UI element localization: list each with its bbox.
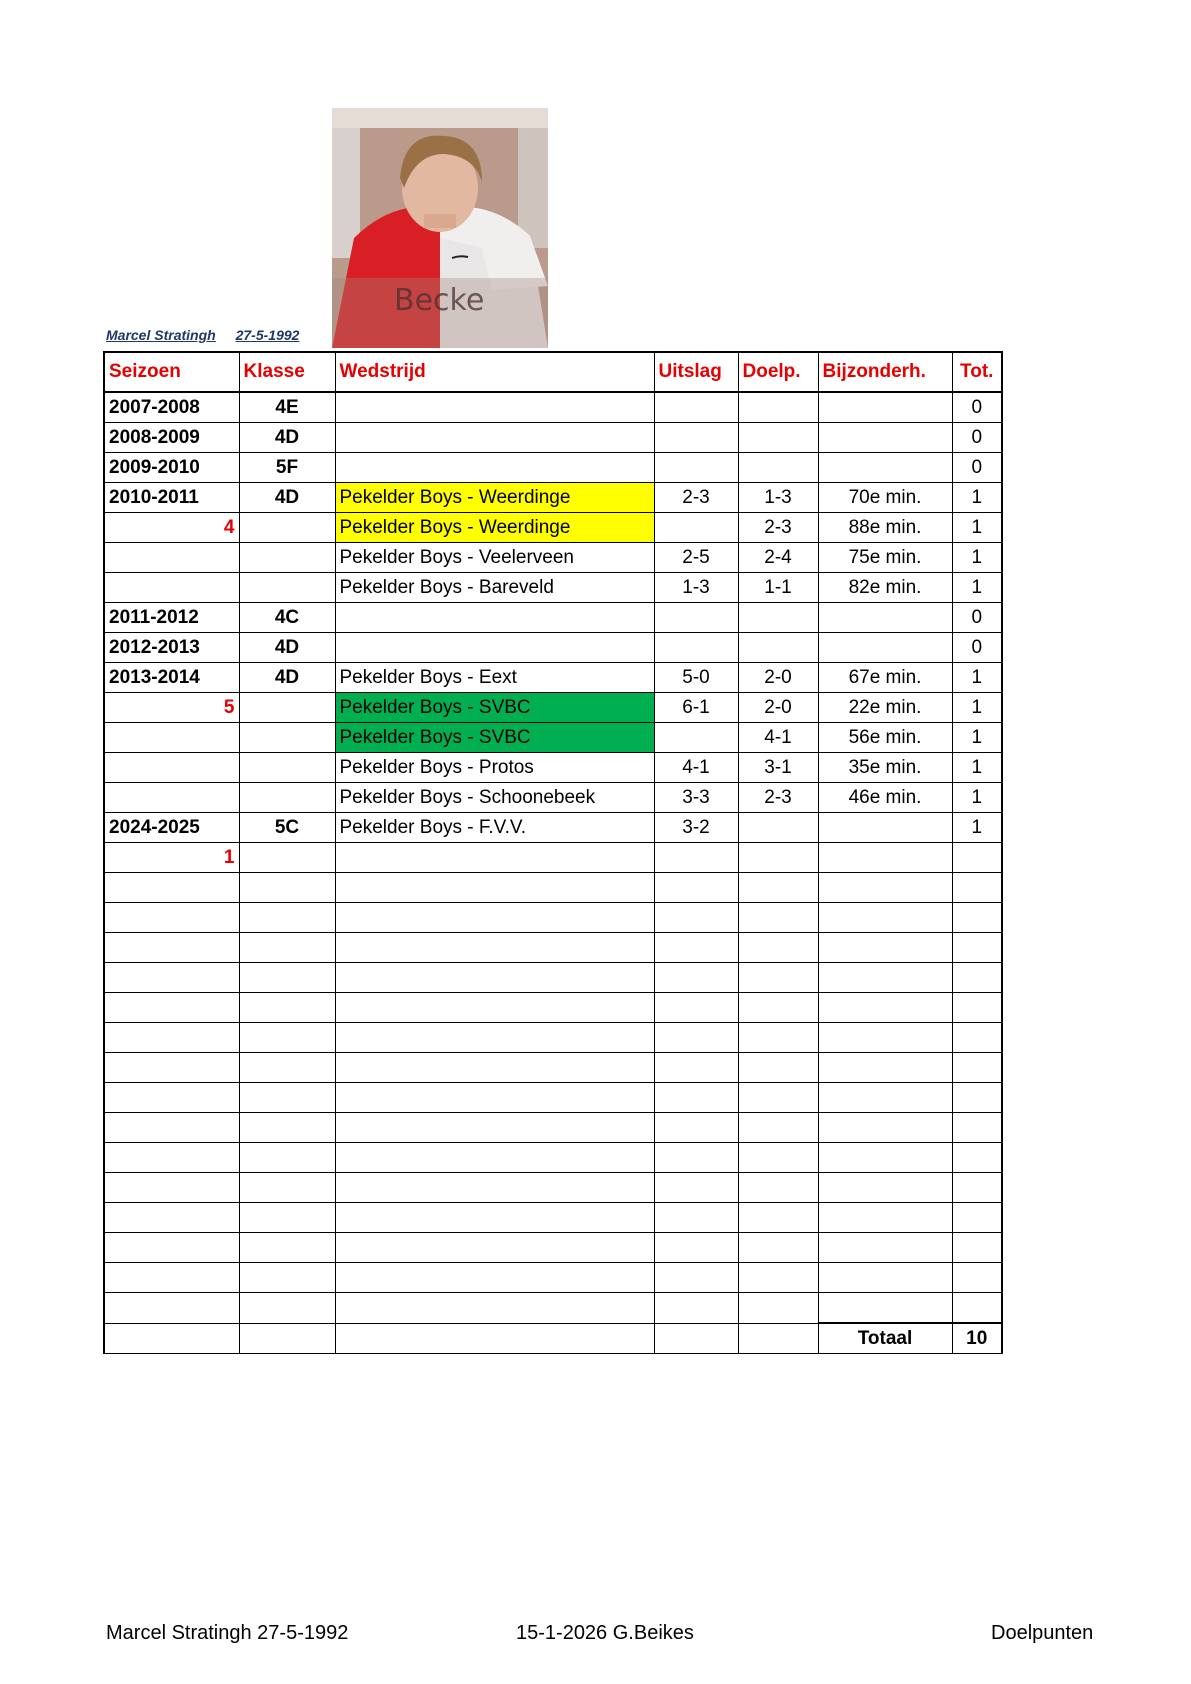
note-cell (818, 903, 952, 933)
note-cell (818, 933, 952, 963)
season-cell (104, 963, 239, 993)
table-row (104, 753, 1002, 783)
klasse-cell (239, 1053, 335, 1083)
goal-score-cell (738, 392, 818, 423)
header-row (104, 352, 1002, 392)
match-cell: Pekelder Boys - Weerdinge (335, 513, 654, 543)
match-cell (335, 1053, 654, 1083)
player-photo-drawing (332, 108, 548, 348)
season-cell (104, 1233, 239, 1263)
note-cell (818, 1263, 952, 1293)
note-cell: 75e min. (818, 543, 952, 573)
match-cell: Pekelder Boys - Veelerveen (335, 543, 654, 573)
season-cell: 2011-2012 (104, 603, 239, 633)
klasse-cell (239, 1173, 335, 1203)
total-label: Totaal (818, 1323, 952, 1354)
goal-score-cell (738, 453, 818, 483)
klasse-cell (239, 1023, 335, 1053)
table-row (104, 933, 1002, 963)
goal-score-cell (738, 933, 818, 963)
table-row (104, 1263, 1002, 1293)
tot-cell (952, 1143, 1002, 1173)
klasse-cell (239, 903, 335, 933)
goal-score-cell (738, 903, 818, 933)
klasse-cell (239, 1263, 335, 1293)
table-row (104, 603, 1002, 633)
goal-score-cell (738, 993, 818, 1023)
season-cell (104, 753, 239, 783)
note-cell (818, 1053, 952, 1083)
result-cell (654, 1143, 738, 1173)
tot-cell (952, 903, 1002, 933)
season-cell: 2013-2014 (104, 663, 239, 693)
goal-score-cell (738, 1293, 818, 1324)
note-cell (818, 423, 952, 453)
table-row (104, 1113, 1002, 1143)
table-row (104, 633, 1002, 663)
tot-cell: 0 (952, 423, 1002, 453)
tot-cell (952, 1233, 1002, 1263)
season-cell (104, 1023, 239, 1053)
season-cell (104, 1113, 239, 1143)
table-row (104, 843, 1002, 873)
klasse-cell (239, 1293, 335, 1324)
klasse-cell (239, 873, 335, 903)
tot-cell: 0 (952, 603, 1002, 633)
result-cell: 2-3 (654, 483, 738, 513)
season-cell (104, 1083, 239, 1113)
match-cell: Pekelder Boys - Bareveld (335, 573, 654, 603)
goal-score-cell (738, 1203, 818, 1233)
tot-cell: 1 (952, 753, 1002, 783)
header-uitslag: Uitslag (654, 352, 738, 392)
result-cell (654, 723, 738, 753)
tot-cell (952, 1293, 1002, 1324)
result-cell: 3-2 (654, 813, 738, 843)
result-cell (654, 1173, 738, 1203)
table-row (104, 813, 1002, 843)
footer-left: Marcel Stratingh 27-5-1992 (106, 1622, 349, 1644)
note-cell (818, 1143, 952, 1173)
table-row (104, 723, 1002, 753)
season-cell (104, 543, 239, 573)
match-cell (335, 1233, 654, 1263)
table-row (104, 1293, 1002, 1324)
match-cell: Pekelder Boys - SVBC (335, 723, 654, 753)
note-cell: 35e min. (818, 753, 952, 783)
tot-cell: 0 (952, 392, 1002, 423)
total-empty-cell (335, 1323, 654, 1354)
table-row (104, 423, 1002, 453)
note-cell: 67e min. (818, 663, 952, 693)
klasse-cell (239, 723, 335, 753)
result-cell: 4-1 (654, 753, 738, 783)
goal-score-cell (738, 843, 818, 873)
total-empty-cell (654, 1323, 738, 1354)
goal-score-cell (738, 1263, 818, 1293)
tot-cell (952, 1023, 1002, 1053)
header-bijzonderh: Bijzonderh. (818, 352, 952, 392)
klasse-cell (239, 963, 335, 993)
season-cell (104, 903, 239, 933)
match-cell (335, 1263, 654, 1293)
goal-score-cell (738, 813, 818, 843)
klasse-cell (239, 933, 335, 963)
goal-score-cell (738, 423, 818, 453)
klasse-cell (239, 1203, 335, 1233)
goal-score-cell (738, 1173, 818, 1203)
note-cell (818, 963, 952, 993)
match-cell (335, 603, 654, 633)
season-cell (104, 1263, 239, 1293)
table-row (104, 663, 1002, 693)
note-cell (818, 1083, 952, 1113)
note-cell: 82e min. (818, 573, 952, 603)
note-cell: 88e min. (818, 513, 952, 543)
season-cell (104, 933, 239, 963)
goal-score-cell: 4-1 (738, 723, 818, 753)
goal-score-cell: 1-1 (738, 573, 818, 603)
match-cell: Pekelder Boys - Weerdinge (335, 483, 654, 513)
note-cell (818, 453, 952, 483)
result-cell (654, 1023, 738, 1053)
result-cell (654, 843, 738, 873)
tot-cell: 1 (952, 813, 1002, 843)
result-cell (654, 423, 738, 453)
match-cell (335, 1083, 654, 1113)
result-cell (654, 1203, 738, 1233)
match-cell (335, 453, 654, 483)
klasse-cell: 5F (239, 453, 335, 483)
klasse-cell (239, 753, 335, 783)
klasse-cell (239, 1083, 335, 1113)
match-cell: Pekelder Boys - Protos (335, 753, 654, 783)
result-cell (654, 993, 738, 1023)
goal-score-cell (738, 1053, 818, 1083)
goal-score-cell (738, 1083, 818, 1113)
match-cell: Pekelder Boys - F.V.V. (335, 813, 654, 843)
result-cell (654, 903, 738, 933)
season-cell (104, 723, 239, 753)
svg-text:Becke: Becke (394, 283, 485, 318)
header-doelp: Doelp. (738, 352, 818, 392)
match-cell: Pekelder Boys - Schoonebeek (335, 783, 654, 813)
goal-score-cell (738, 1143, 818, 1173)
tot-cell: 0 (952, 633, 1002, 663)
tot-cell: 1 (952, 693, 1002, 723)
klasse-cell: 4D (239, 633, 335, 663)
match-cell (335, 392, 654, 423)
match-cell (335, 1023, 654, 1053)
header-wedstrijd: Wedstrijd (335, 352, 654, 392)
match-cell (335, 1113, 654, 1143)
total-value: 10 (952, 1323, 1002, 1354)
result-cell: 6-1 (654, 693, 738, 723)
note-cell: 56e min. (818, 723, 952, 753)
tot-cell: 1 (952, 543, 1002, 573)
total-empty-cell (104, 1323, 239, 1354)
season-cell: 2009-2010 (104, 453, 239, 483)
tot-cell (952, 993, 1002, 1023)
note-cell (818, 1203, 952, 1233)
result-cell: 2-5 (654, 543, 738, 573)
klasse-cell: 4D (239, 483, 335, 513)
table-row (104, 513, 1002, 543)
note-cell (818, 843, 952, 873)
result-cell (654, 513, 738, 543)
result-cell (654, 1083, 738, 1113)
table-row (104, 1083, 1002, 1113)
goals-table-body (104, 392, 1002, 1323)
table-row (104, 453, 1002, 483)
klasse-cell: 4E (239, 392, 335, 423)
table-row (104, 693, 1002, 723)
klasse-cell (239, 543, 335, 573)
klasse-cell: 5C (239, 813, 335, 843)
table-row (104, 573, 1002, 603)
match-cell (335, 963, 654, 993)
goal-score-cell (738, 1023, 818, 1053)
tot-cell (952, 1113, 1002, 1143)
tot-cell: 1 (952, 723, 1002, 753)
note-cell: 46e min. (818, 783, 952, 813)
klasse-cell (239, 1113, 335, 1143)
match-cell (335, 903, 654, 933)
match-cell (335, 843, 654, 873)
tot-cell (952, 843, 1002, 873)
season-cell (104, 783, 239, 813)
note-cell (818, 603, 952, 633)
season-goal-count: 5 (104, 693, 239, 723)
table-row (104, 873, 1002, 903)
klasse-cell (239, 993, 335, 1023)
klasse-cell (239, 843, 335, 873)
table-row (104, 483, 1002, 513)
table-row (104, 903, 1002, 933)
tot-cell (952, 1203, 1002, 1233)
result-cell (654, 1113, 738, 1143)
klasse-cell (239, 1143, 335, 1173)
note-cell (818, 1233, 952, 1263)
result-cell (654, 963, 738, 993)
result-cell: 5-0 (654, 663, 738, 693)
match-cell (335, 1293, 654, 1324)
klasse-cell: 4D (239, 423, 335, 453)
season-cell (104, 873, 239, 903)
klasse-cell (239, 513, 335, 543)
match-cell (335, 933, 654, 963)
result-cell (654, 1263, 738, 1293)
match-cell (335, 633, 654, 663)
season-cell: 2024-2025 (104, 813, 239, 843)
result-cell: 1-3 (654, 573, 738, 603)
table-row (104, 543, 1002, 573)
total-empty-cell (239, 1323, 335, 1354)
season-cell (104, 1143, 239, 1173)
match-cell (335, 423, 654, 453)
player-name: Marcel Stratingh (106, 327, 216, 343)
goal-score-cell (738, 963, 818, 993)
player-photo (332, 108, 548, 348)
header-tot: Tot. (952, 352, 1002, 392)
table-row (104, 993, 1002, 1023)
footer-center: 15-1-2026 G.Beikes (516, 1622, 694, 1644)
note-cell (818, 1173, 952, 1203)
goal-score-cell (738, 873, 818, 903)
table-row (104, 1143, 1002, 1173)
tot-cell: 1 (952, 513, 1002, 543)
season-cell (104, 1293, 239, 1324)
goal-score-cell (738, 1233, 818, 1263)
tot-cell (952, 963, 1002, 993)
goal-score-cell: 2-3 (738, 783, 818, 813)
season-cell: 2012-2013 (104, 633, 239, 663)
season-cell (104, 1173, 239, 1203)
result-cell (654, 453, 738, 483)
tot-cell (952, 1173, 1002, 1203)
result-cell (654, 603, 738, 633)
klasse-cell: 4C (239, 603, 335, 633)
goal-score-cell (738, 633, 818, 663)
tot-cell (952, 1263, 1002, 1293)
season-cell: 2010-2011 (104, 483, 239, 513)
klasse-cell (239, 783, 335, 813)
note-cell: 70e min. (818, 483, 952, 513)
result-cell (654, 633, 738, 663)
note-cell (818, 392, 952, 423)
match-cell: Pekelder Boys - SVBC (335, 693, 654, 723)
total-empty-cell (738, 1323, 818, 1354)
season-cell (104, 573, 239, 603)
goal-score-cell: 2-4 (738, 543, 818, 573)
note-cell (818, 1023, 952, 1053)
result-cell (654, 933, 738, 963)
header-klasse: Klasse (239, 352, 335, 392)
season-cell (104, 1203, 239, 1233)
tot-cell: 0 (952, 453, 1002, 483)
table-row (104, 1173, 1002, 1203)
match-cell (335, 873, 654, 903)
table-row (104, 963, 1002, 993)
tot-cell: 1 (952, 663, 1002, 693)
season-cell (104, 993, 239, 1023)
match-cell: Pekelder Boys - Eext (335, 663, 654, 693)
note-cell (818, 1293, 952, 1324)
tot-cell: 1 (952, 783, 1002, 813)
note-cell (818, 633, 952, 663)
klasse-cell: 4D (239, 663, 335, 693)
tot-cell (952, 1053, 1002, 1083)
result-cell (654, 1293, 738, 1324)
klasse-cell (239, 573, 335, 603)
tot-cell: 1 (952, 573, 1002, 603)
season-goal-count: 4 (104, 513, 239, 543)
result-cell (654, 392, 738, 423)
table-row (104, 1053, 1002, 1083)
klasse-cell (239, 693, 335, 723)
result-cell (654, 1233, 738, 1263)
season-cell (104, 1053, 239, 1083)
match-cell (335, 1143, 654, 1173)
tot-cell (952, 1083, 1002, 1113)
player-heading (106, 327, 299, 343)
match-cell (335, 1203, 654, 1233)
note-cell (818, 1113, 952, 1143)
player-birthdate: 27-5-1992 (235, 327, 300, 343)
header-seizoen: Seizoen (104, 352, 239, 392)
result-cell (654, 1053, 738, 1083)
table-row (104, 1233, 1002, 1263)
total-row (104, 1323, 1002, 1354)
goal-score-cell: 2-3 (738, 513, 818, 543)
klasse-cell (239, 1233, 335, 1263)
note-cell (818, 993, 952, 1023)
goal-score-cell (738, 603, 818, 633)
table-row (104, 1023, 1002, 1053)
tot-cell (952, 873, 1002, 903)
goal-score-cell: 2-0 (738, 663, 818, 693)
note-cell (818, 873, 952, 903)
season-cell: 2007-2008 (104, 392, 239, 423)
note-cell (818, 813, 952, 843)
result-cell: 3-3 (654, 783, 738, 813)
match-cell (335, 993, 654, 1023)
result-cell (654, 873, 738, 903)
goals-table (103, 351, 1003, 1354)
season-cell: 2008-2009 (104, 423, 239, 453)
match-cell (335, 1173, 654, 1203)
tot-cell (952, 933, 1002, 963)
season-goal-count: 1 (104, 843, 239, 873)
table-row (104, 392, 1002, 423)
table-row (104, 1203, 1002, 1233)
footer-right: Doelpunten (991, 1622, 1094, 1644)
goal-score-cell (738, 1113, 818, 1143)
tot-cell: 1 (952, 483, 1002, 513)
goal-score-cell: 1-3 (738, 483, 818, 513)
goal-score-cell: 2-0 (738, 693, 818, 723)
goal-score-cell: 3-1 (738, 753, 818, 783)
note-cell: 22e min. (818, 693, 952, 723)
table-row (104, 783, 1002, 813)
